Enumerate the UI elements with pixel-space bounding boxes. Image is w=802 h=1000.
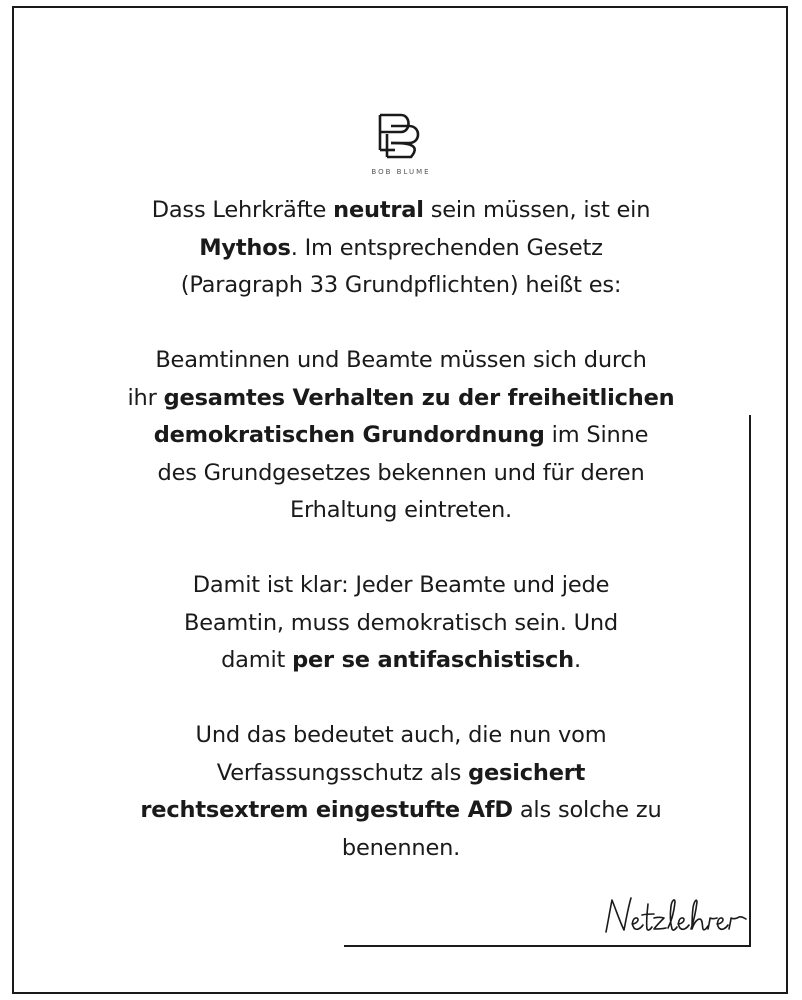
text-segment: Beamtinnen und Beamte müssen sich durch <box>155 347 647 373</box>
bold-segment: gesamtes Verhalten zu der freiheitlichen <box>163 384 675 411</box>
text-segment: Damit ist klar: Jeder Beamte und jede <box>192 572 610 598</box>
bold-segment: demokratischen Grundordnung <box>153 422 545 448</box>
statement-text <box>56 192 746 867</box>
text-segment: . Im entsprechenden Gesetz <box>290 234 603 261</box>
text-segment: des Grundgesetzes bekennen und für deren <box>157 459 645 486</box>
paragraph-intro <box>56 192 746 305</box>
bob-blume-logo <box>360 112 442 176</box>
bold-segment: Mythos <box>199 234 291 261</box>
bold-segment: per se antifaschistisch <box>292 647 574 673</box>
bb-monogram-icon <box>377 112 425 160</box>
text-segment: ihr <box>127 384 164 411</box>
text-segment: damit <box>221 647 293 673</box>
text-segment: Dass Lehrkräfte <box>151 197 334 223</box>
logo-caption: BOB BLUME <box>371 168 431 176</box>
text-segment: (Paragraph 33 Grundpflichten) heißt es: <box>180 272 622 298</box>
text-segment: Erhaltung eintreten. <box>290 497 512 523</box>
paragraph-afd <box>56 717 746 867</box>
corner-accent-vertical-line <box>749 415 751 947</box>
text-segment: Und das bedeutet auch, die nun vom <box>195 722 607 748</box>
text-segment: Beamtin, muss demokratisch sein. Und <box>183 609 619 636</box>
paragraph-quote <box>56 342 746 530</box>
paragraph-conclusion <box>56 567 746 680</box>
text-segment: benennen. <box>341 834 461 861</box>
netzlehrer-signature <box>598 888 758 944</box>
bold-segment: gesichert <box>468 759 586 786</box>
text-segment: im Sinne <box>544 422 649 448</box>
bold-segment: neutral <box>333 197 424 223</box>
text-segment: Verfassungsschutz als <box>216 759 469 786</box>
text-segment: . <box>573 647 581 673</box>
text-segment: als solche zu <box>512 797 662 823</box>
text-segment: sein müssen, ist ein <box>423 197 651 223</box>
signature-text: Netzlehrer <box>672 942 684 944</box>
corner-accent-horizontal-line <box>344 945 751 947</box>
bold-segment: rechtsextrem eingestufte AfD <box>140 797 513 823</box>
